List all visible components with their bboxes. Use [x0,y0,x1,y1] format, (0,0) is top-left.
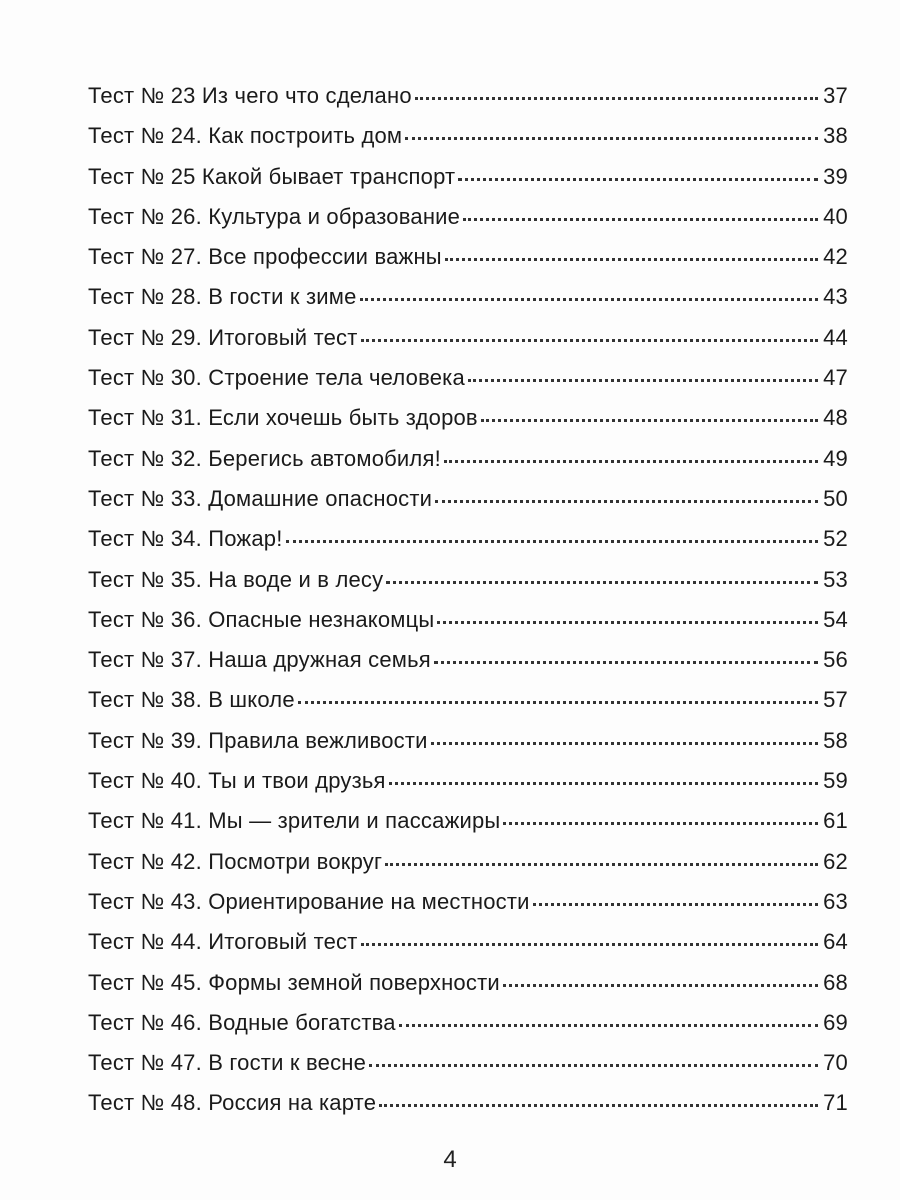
dot-leader [369,1064,818,1067]
dot-leader [298,701,818,704]
dot-leader [435,500,818,503]
toc-entry-title: Тест № 44. Итоговый тест [88,929,358,955]
dot-leader [434,661,818,664]
dot-leader [445,258,818,261]
toc-entry-page: 54 [823,606,848,632]
toc-entry-page: 50 [823,485,848,511]
toc-entry [88,849,848,889]
toc-entry-title: Тест № 24. Как построить дом [88,123,403,149]
toc-entry [88,204,848,244]
toc-entry-page: 56 [823,647,848,673]
dot-leader [458,178,818,181]
toc-entry-title: Тест № 43. Ориентирование на местности [88,888,530,914]
dot-leader [444,460,818,463]
toc-entry-title: Тест № 45. Формы земной поверхности [88,969,500,995]
dot-leader [286,540,818,543]
dot-leader [389,782,818,785]
toc-entry [88,768,848,808]
dot-leader [386,581,818,584]
toc-entry [88,244,848,284]
toc-entry-page: 44 [823,324,848,350]
toc-entry-title: Тест № 41. Мы — зрители и пассажиры [88,808,501,834]
toc-entry-page: 39 [823,163,848,189]
toc-entry-page: 61 [823,808,848,834]
toc-entry-page: 40 [823,203,848,229]
toc-entry-page: 43 [823,284,848,310]
dot-leader [405,137,818,140]
toc-entry-title: Тест № 30. Строение тела человека [88,365,465,391]
toc-entry [88,1050,848,1090]
toc-entry-page: 64 [823,929,848,955]
toc-entry [88,164,848,204]
toc-entry-page: 58 [823,727,848,753]
dot-leader [481,419,818,422]
toc-entry [88,728,848,768]
toc-entry [88,1010,848,1050]
toc-entry-title: Тест № 31. Если хочешь быть здоров [88,405,478,431]
toc-entry-title: Тест № 35. На воде и в лесу [88,566,384,592]
toc-entry-page: 52 [823,526,848,552]
toc-entry [88,808,848,848]
dot-leader [533,903,818,906]
toc-entry-title: Тест № 40. Ты и твои друзья [88,768,386,794]
toc-entry-page: 69 [823,1009,848,1035]
dot-leader [437,621,818,624]
toc-entry-title: Тест № 23 Из чего что сделано [88,83,412,108]
toc-entry-title: Тест № 32. Берегись автомобиля! [88,445,441,471]
toc-entry-title: Тест № 48. Россия на карте [88,1090,377,1116]
dot-leader [361,339,818,342]
dot-leader [361,943,818,946]
toc-entry-title: Тест № 33. Домашние опасности [88,485,433,511]
toc-entry [88,123,848,163]
toc-entry-title: Тест № 47. В гости к весне [88,1050,367,1076]
toc-entry-title: Тест № 27. Все профессии важны [88,244,442,270]
toc-entry-title: Тест № 28. В гости к зиме [88,284,357,310]
toc-entry [88,83,848,123]
dot-leader [415,97,818,100]
toc-entry-title: Тест № 46. Водные богатства [88,1009,396,1035]
toc-entry-title: Тест № 36. Опасные незнакомцы [88,606,435,632]
toc-entry-title: Тест № 26. Культура и образование [88,203,461,229]
dot-leader [503,822,818,825]
toc-entry-page: 48 [823,405,848,431]
toc-entry [88,526,848,566]
dot-leader [503,984,818,987]
toc-entry [88,446,848,486]
table-of-contents [88,83,848,1131]
dot-leader [385,863,818,866]
toc-entry-page: 59 [823,768,848,794]
toc-entry-title: Тест № 42. Посмотри вокруг [88,848,383,874]
toc-entry [88,970,848,1010]
toc-entry-title: Тест № 39. Правила вежливости [88,727,428,753]
toc-entry-page: 38 [823,123,848,149]
toc-entry [88,405,848,445]
toc-entry [88,607,848,647]
toc-entry-title: Тест № 38. В школе [88,687,295,713]
toc-entry-title: Тест № 37. Наша дружная семья [88,647,431,673]
dot-leader [379,1104,818,1107]
toc-entry [88,365,848,405]
dot-leader [463,218,818,221]
toc-entry-page: 57 [823,687,848,713]
toc-entry-page: 63 [823,888,848,914]
toc-entry [88,325,848,365]
toc-entry-page: 68 [823,969,848,995]
toc-entry [88,687,848,727]
toc-entry [88,284,848,324]
toc-entry-title: Тест № 29. Итоговый тест [88,324,358,350]
page-number: 4 [443,1146,457,1173]
dot-leader [431,742,818,745]
toc-entry-page: 70 [823,1050,848,1076]
toc-entry-page: 53 [823,566,848,592]
dot-leader [360,298,818,301]
toc-entry-page: 62 [823,848,848,874]
dot-leader [468,379,818,382]
toc-entry [88,647,848,687]
toc-entry-page: 47 [823,365,848,391]
toc-entry [88,929,848,969]
dot-leader [399,1024,818,1027]
toc-entry [88,567,848,607]
toc-entry-page: 49 [823,445,848,471]
toc-entry-title: Тест № 34. Пожар! [88,526,283,552]
toc-entry-page: 37 [823,83,848,108]
toc-entry-title: Тест № 25 Какой бывает транспорт [88,163,456,189]
toc-entry [88,486,848,526]
toc-entry-page: 71 [823,1090,848,1116]
toc-entry-page: 42 [823,244,848,270]
toc-entry [88,1090,848,1130]
toc-entry [88,889,848,929]
